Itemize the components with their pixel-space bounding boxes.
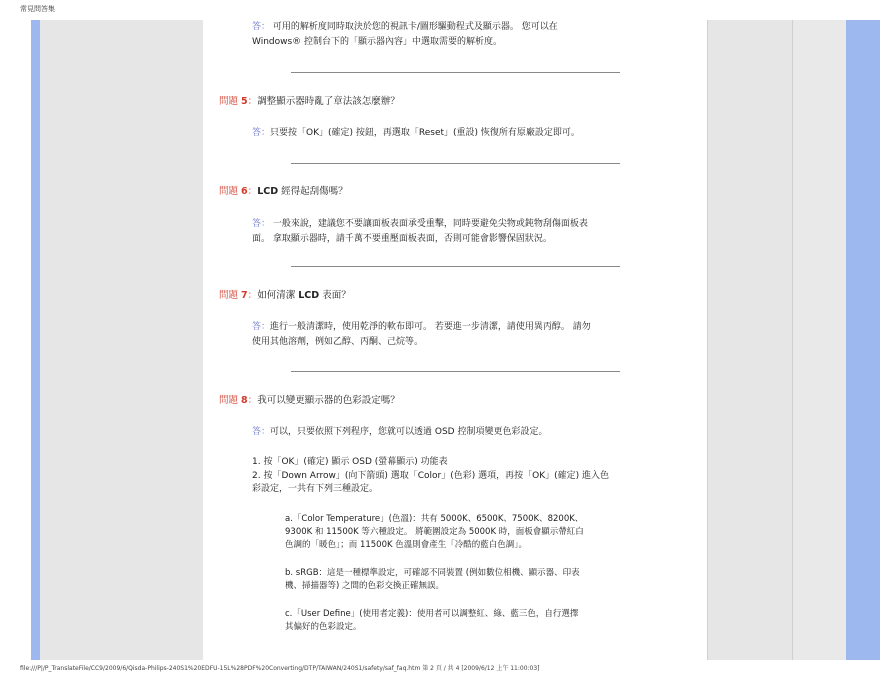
question-7: 問題 7：如何清潔 LCD 表面？: [219, 290, 351, 301]
answer-4: 答： 可用的解析度同時取決於您的視訊卡/圖形驅動程式及顯示器。 您可以在 Windows® 控制台下的「顯示器內容」中選取需要的解析度。: [252, 22, 558, 47]
answer-7: 答：進行一般清潔時，使用乾淨的軟布即可。 若要進一步清潔，請使用異丙醇。 請勿 使用其他溶劑，例如乙醇、丙酮、己烷等。: [252, 322, 591, 347]
right-accent-band: [846, 20, 880, 660]
divider: [291, 266, 620, 267]
divider: [291, 163, 620, 164]
question-6: 問題 6：LCD 經得起刮傷嗎？: [219, 186, 348, 197]
step-2: 2. 按「Down Arrow」(向下箭頭) 選取「Color」(色彩) 選項，再按「OK」(確定) 進入色 彩設定，一共有下列三種設定。: [252, 471, 610, 494]
answer-5: 答：只要按「OK」(確定) 按鈕，再選取「Reset」(重設) 恢復所有原廠設定即可。: [252, 128, 580, 138]
divider: [291, 72, 620, 73]
right-gray-margin-outer: [792, 20, 847, 660]
divider: [291, 371, 620, 372]
left-accent-band: [31, 20, 40, 660]
step-1: 1. 按「OK」(確定) 顯示 OSD (螢幕顯示) 功能表: [252, 457, 448, 467]
right-gray-margin: [707, 20, 793, 660]
answer-label: 答：: [252, 22, 271, 32]
option-b: b. sRGB：這是一種標準設定，可確認不同裝置 (例如數位相機、顯示器、印表 機、掃描器等) 之間的色彩交換正確無誤。: [285, 568, 580, 591]
answer-6: 答： 一般來說，建議您不要讓面板表面承受重擊，同時要避免尖物或鈍物刮傷面板表 面。 拿取顯示器時，請千萬不要重壓面板表面，否則可能會影響保固狀況。: [252, 219, 588, 244]
option-c: c.「User Define」(使用者定義)：使用者可以調整紅、綠、藍三色，自行選擇 其偏好的色彩設定。: [285, 609, 579, 632]
answer-8: 答：可以，只要依照下列程序，您就可以透過 OSD 控制項變更色彩設定。: [252, 427, 548, 437]
option-a: a.「Color Temperature」(色溫)：共有 5000K、6500K、7500K、8200K、 9300K 和 11500K 等六種設定。 將範圍設定為 5000K 時，面板會顯示帶紅白 色調的「暖色」；而 11500K 色溫則會產生「冷酷的藍白色調」。: [285, 514, 584, 550]
question-5: 問題 5：調整顯示器時亂了章法該怎麼辦？: [219, 96, 400, 107]
page-header: 常見問答集: [20, 5, 55, 13]
question-8: 問題 8：我可以變更顯示器的色彩設定嗎？: [219, 395, 400, 406]
left-gray-margin: [40, 20, 203, 660]
page-footer: file:///P|/P_TranslateFile/CC9/2009/6/Qisda-Philips-240S1%20EDFU-15L%28PDF%20Converting/DTP/TAIWAN/240S1/safety/saf_faq.htm 第 2 頁 / 共 4 [2009/6/12 上午 11:00:03]: [20, 665, 540, 672]
